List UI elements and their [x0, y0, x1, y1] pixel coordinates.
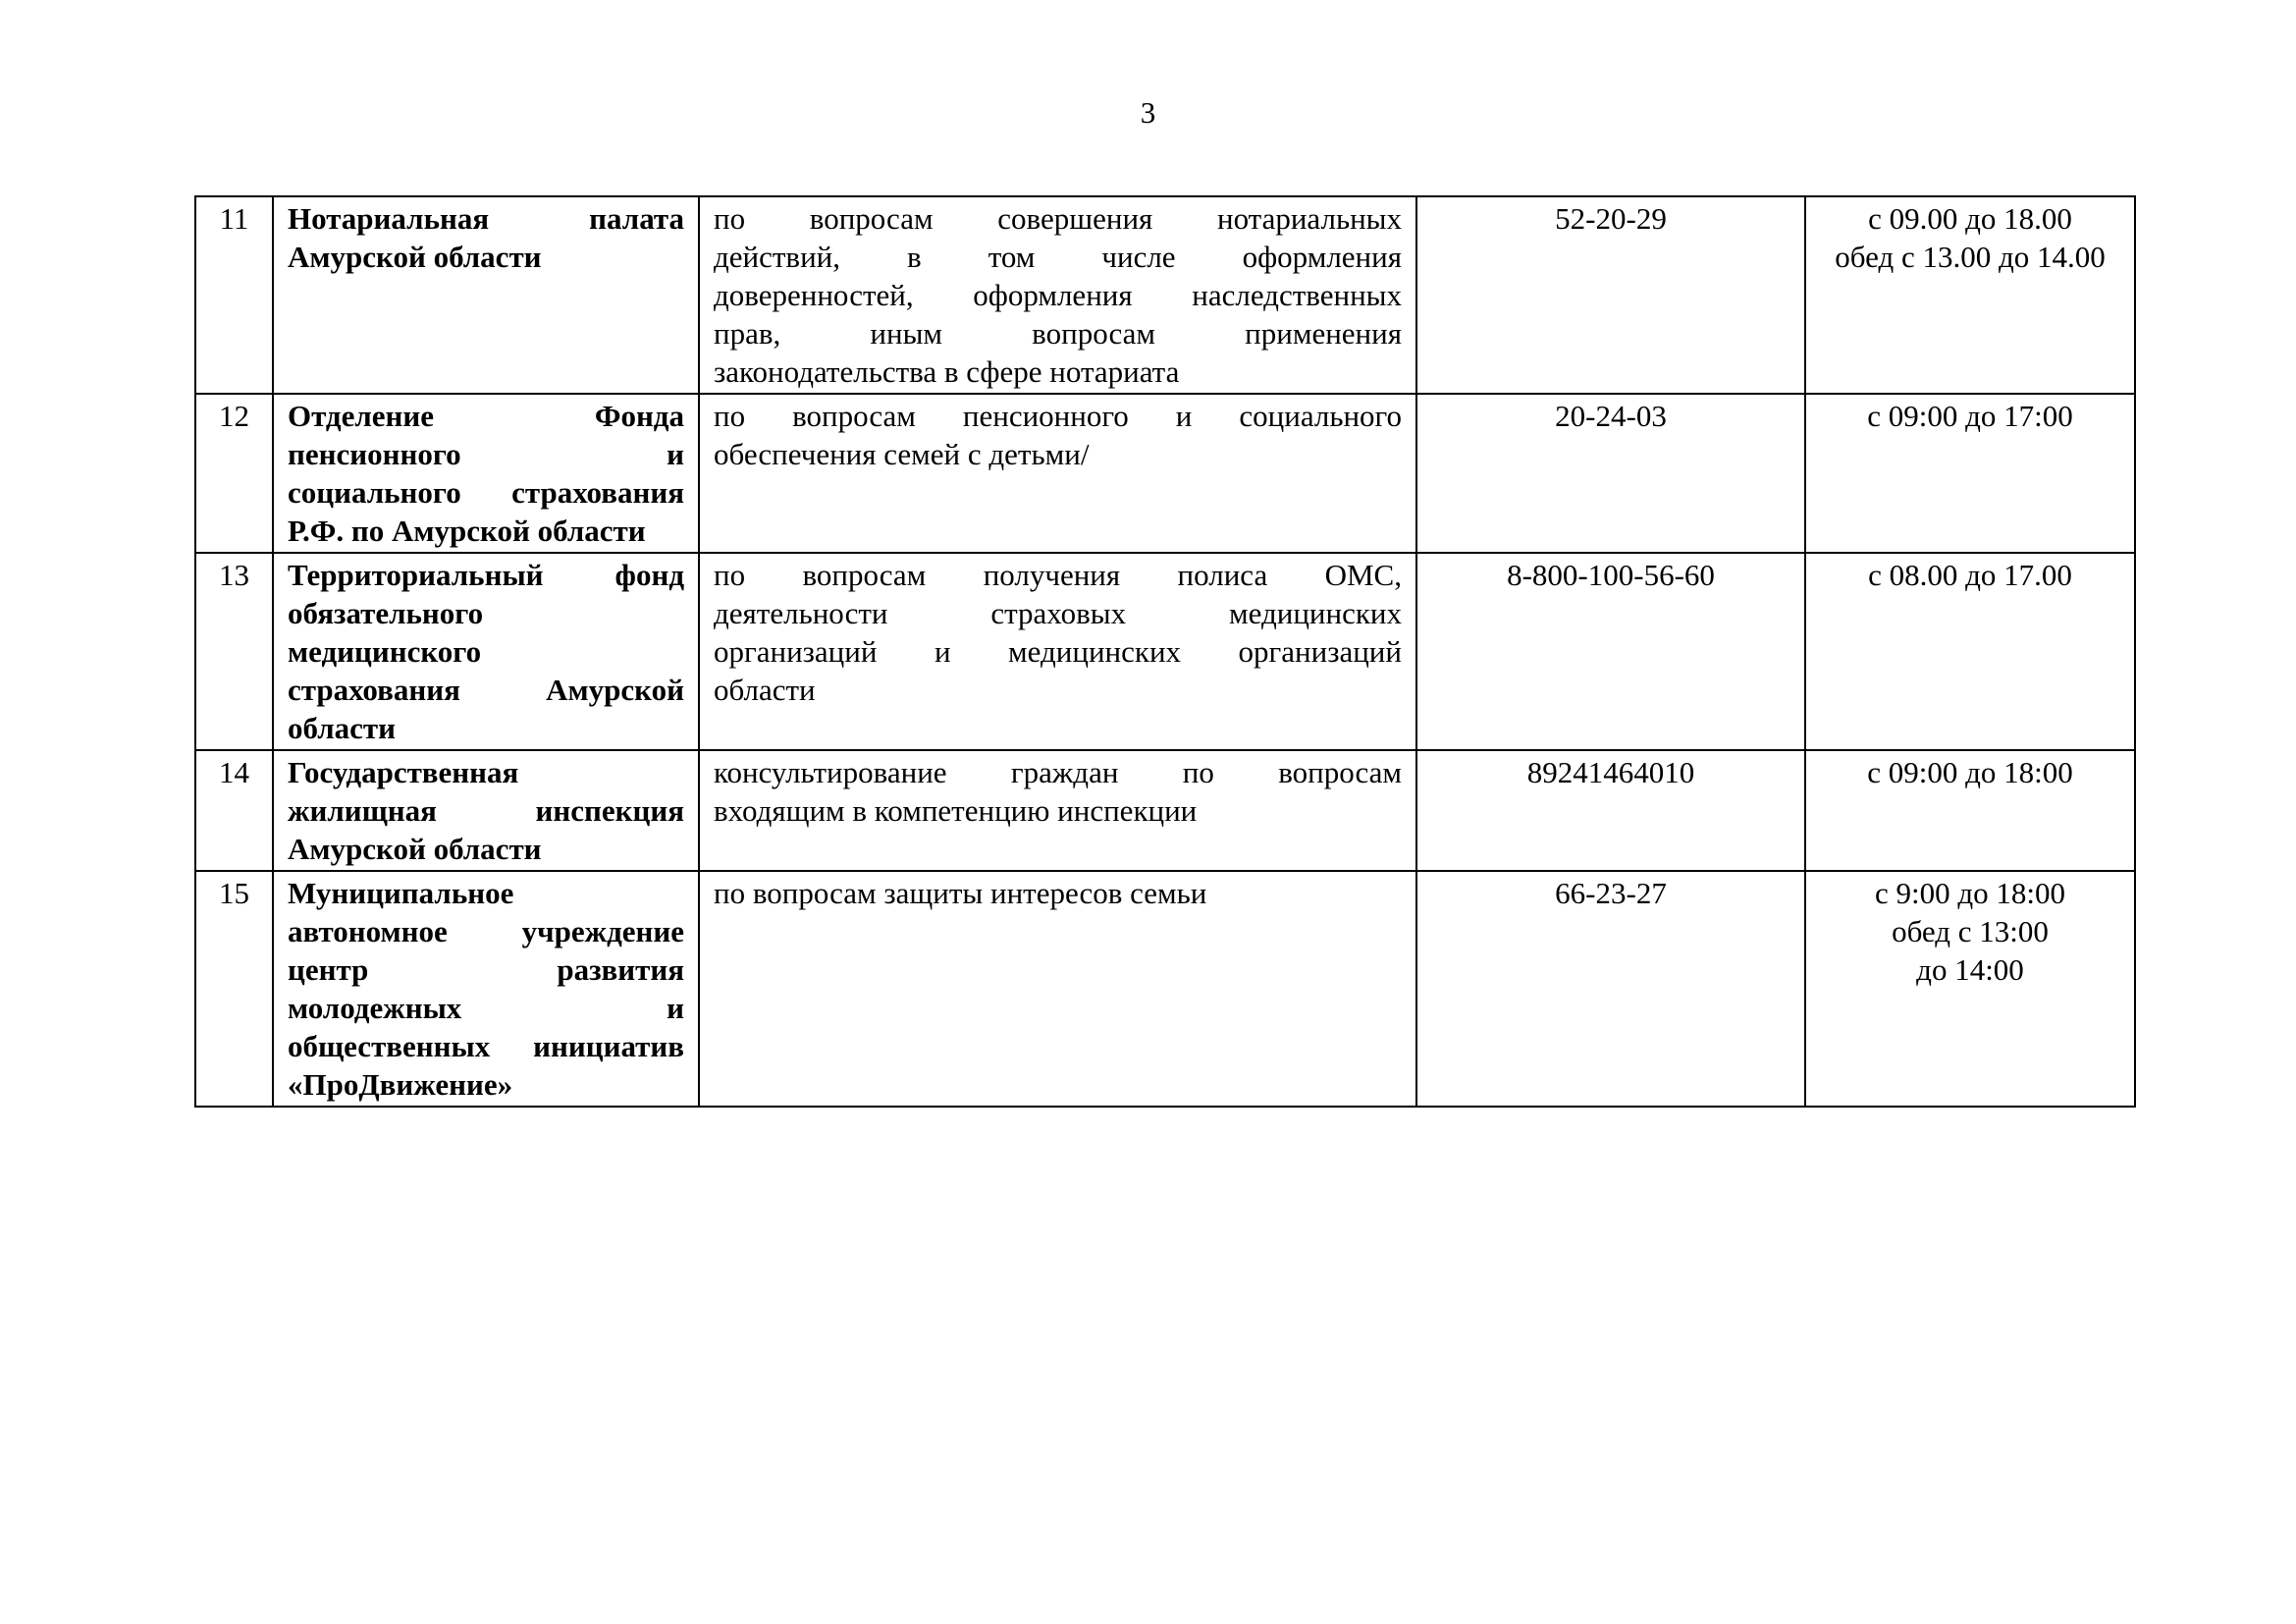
phone-number: 66-23-27 [1416, 871, 1805, 1107]
organization-name: Нотариальная палата Амурской области [273, 196, 699, 394]
working-hours: с 09:00 до 17:00 [1805, 394, 2135, 553]
working-hours: с 08.00 до 17.00 [1805, 553, 2135, 750]
table-row [195, 553, 2135, 750]
service-description: по вопросам получения полиса ОМС, деятельности страховых медицинских организаций и медицинских организаций области [699, 553, 1416, 750]
working-hours: с 09.00 до 18.00 обед с 13.00 до 14.00 [1805, 196, 2135, 394]
page-number: 3 [1140, 95, 1156, 130]
service-description: по вопросам пенсионного и социального обеспечения семей с детьми/ [699, 394, 1416, 553]
row-number: 14 [195, 750, 273, 871]
service-description: по вопросам защиты интересов семьи [699, 871, 1416, 1107]
working-hours: с 09:00 до 18:00 [1805, 750, 2135, 871]
service-description: по вопросам совершения нотариальных действий, в том числе оформления доверенностей, оформления наследственных прав, иным вопросам применения законодательства в сфере нотариата [699, 196, 1416, 394]
organization-name: Муниципальное автономное учреждение центр развития молодежных и общественных инициатив «ПроДвижение» [273, 871, 699, 1107]
phone-number: 52-20-29 [1416, 196, 1805, 394]
row-number: 15 [195, 871, 273, 1107]
row-number: 12 [195, 394, 273, 553]
phone-number: 89241464010 [1416, 750, 1805, 871]
organization-name: Отделение Фонда пенсионного и социального страхования Р.Ф. по Амурской области [273, 394, 699, 553]
services-table [194, 195, 2136, 1108]
table-row [195, 871, 2135, 1107]
service-description: консультирование граждан по вопросам входящим в компетенцию инспекции [699, 750, 1416, 871]
phone-number: 8-800-100-56-60 [1416, 553, 1805, 750]
row-number: 11 [195, 196, 273, 394]
table-row [195, 394, 2135, 553]
working-hours: с 9:00 до 18:00 обед с 13:00 до 14:00 [1805, 871, 2135, 1107]
phone-number: 20-24-03 [1416, 394, 1805, 553]
organization-name: Государственная жилищная инспекция Амурской области [273, 750, 699, 871]
table-row [195, 196, 2135, 394]
row-number: 13 [195, 553, 273, 750]
table-row [195, 750, 2135, 871]
organization-name: Территориальный фонд обязательного медицинского страхования Амурской области [273, 553, 699, 750]
